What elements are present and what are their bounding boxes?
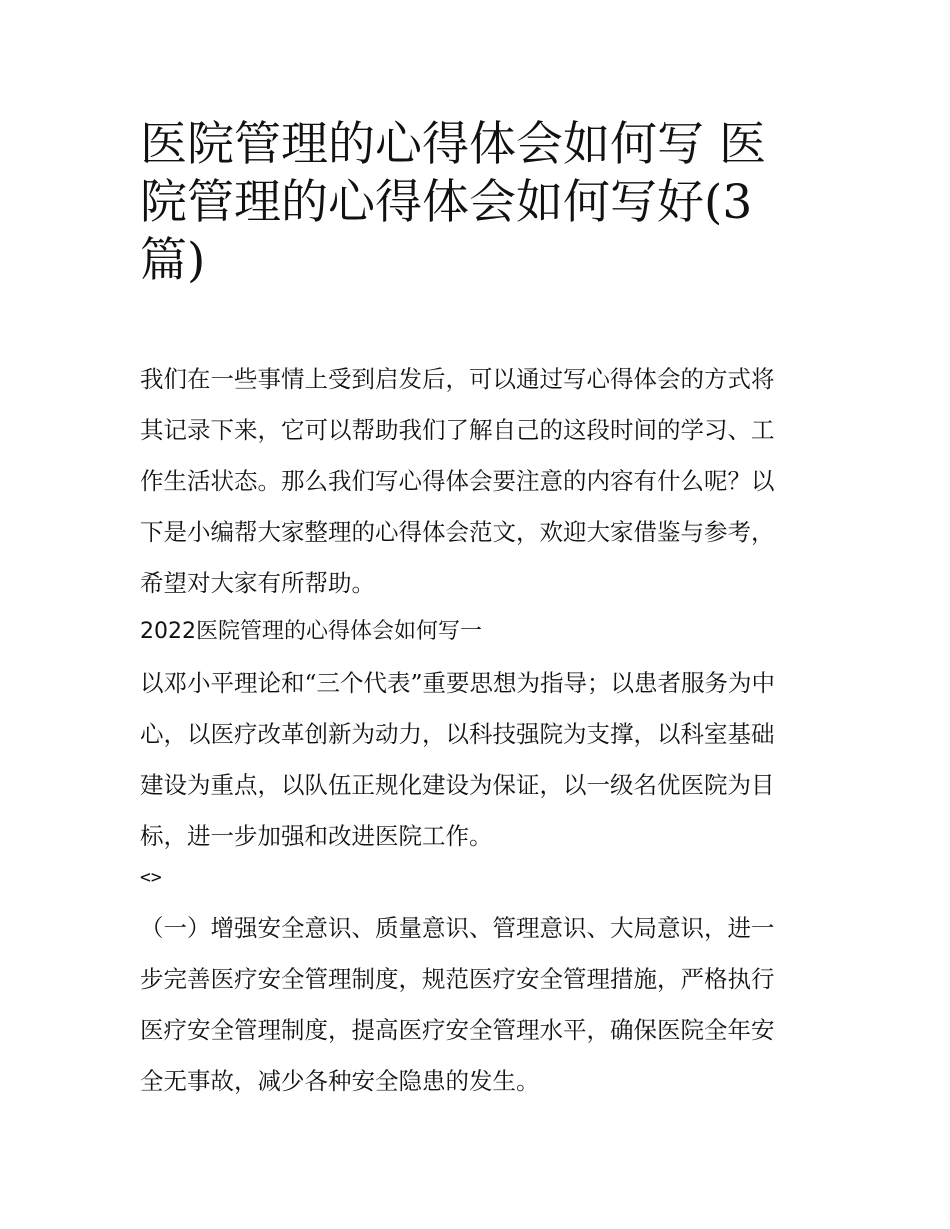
intro-line: 我们在一些事情上受到启发后，可以通过写心得体会的方式将: [140, 365, 775, 393]
paragraph-line: 以邓小平理论和“三个代表”重要思想为指导；以患者服务为中: [140, 669, 776, 697]
safety-paragraph: [140, 903, 830, 1107]
intro-line: 希望对大家有所帮助。: [140, 569, 375, 597]
intro-paragraph: [140, 354, 830, 609]
intro-line: 其记录下来，它可以帮助我们了解自己的这段时间的学习、工: [140, 416, 775, 444]
bracket-marker: <>: [140, 867, 162, 888]
section-heading: 2022医院管理的心得体会如何写一: [140, 619, 482, 644]
title-line: 院管理的心得体会如何写好(3: [140, 175, 753, 230]
paragraph-line: 建设为重点，以队伍正规化建设为保证，以一级名优医院为目: [140, 771, 775, 799]
paragraph-line: 全无事故，减少各种安全隐患的发生。: [140, 1067, 540, 1095]
paragraph-line: （一）增强安全意识、质量意识、管理意识、大局意识，进一: [140, 914, 775, 942]
paragraph-line: 医疗安全管理制度，提高医疗安全管理水平，确保医院全年安: [140, 1016, 775, 1044]
intro-line: 作生活状态。那么我们写心得体会要注意的内容有什么呢？以: [140, 467, 775, 495]
intro-line: 下是小编帮大家整理的心得体会范文，欢迎大家借鉴与参考，: [140, 518, 775, 546]
paragraph-line: 标，进一步加强和改进医院工作。: [140, 822, 493, 850]
guiding-paragraph: [140, 658, 830, 862]
title-line: 篇): [140, 233, 206, 288]
paragraph-line: 步完善医疗安全管理制度，规范医疗安全管理措施，严格执行: [140, 965, 775, 993]
title-line: 医院管理的心得体会如何写 医: [140, 117, 766, 172]
paragraph-line: 心，以医疗改革创新为动力，以科技强院为支撑，以科室基础: [140, 720, 775, 748]
document-title: [140, 116, 820, 290]
